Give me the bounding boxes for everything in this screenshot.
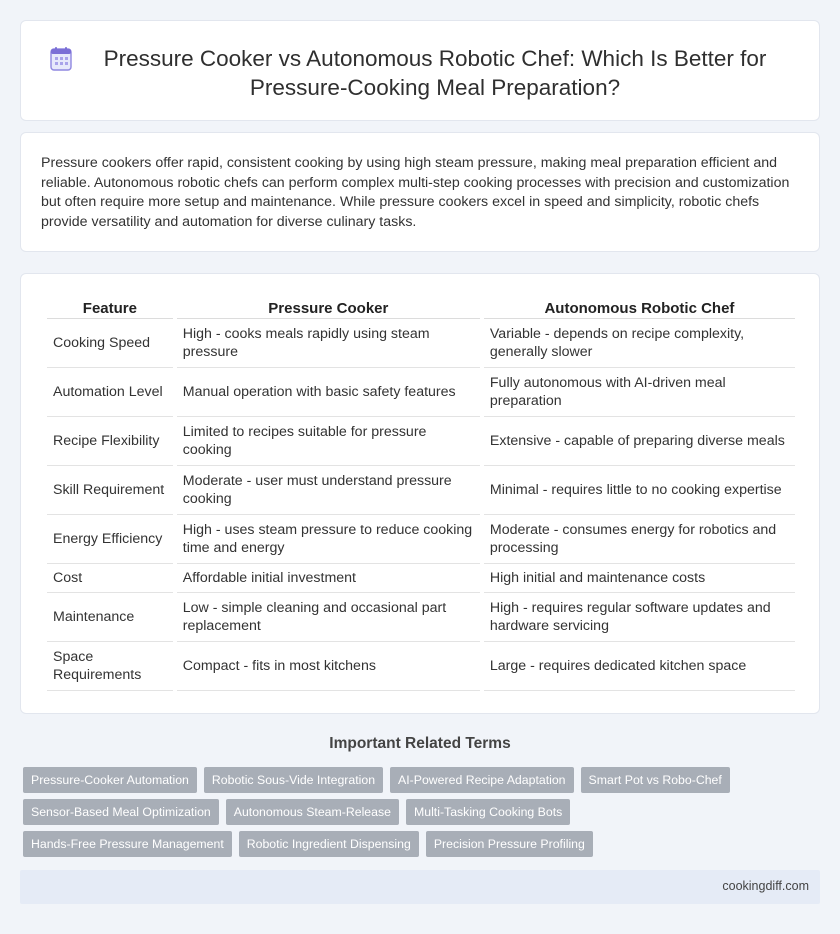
robotic-chef-cell: Variable - depends on recipe complexity, generally slower [484, 319, 795, 368]
related-term-tag[interactable]: Robotic Ingredient Dispensing [239, 831, 419, 857]
related-term-tag[interactable]: AI-Powered Recipe Adaptation [390, 767, 573, 793]
feature-cell: Automation Level [47, 368, 173, 417]
related-term-tag[interactable]: Pressure-Cooker Automation [23, 767, 197, 793]
table-row [47, 319, 795, 368]
table-row [47, 368, 795, 417]
robotic-chef-cell: Extensive - capable of preparing diverse meals [484, 417, 795, 466]
feature-cell: Cost [47, 564, 173, 593]
related-term-tag[interactable]: Multi-Tasking Cooking Bots [406, 799, 570, 825]
pressure-cooker-cell: Moderate - user must understand pressure cooking [177, 466, 480, 515]
robotic-chef-cell: Minimal - requires little to no cooking expertise [484, 466, 795, 515]
feature-cell: Skill Requirement [47, 466, 173, 515]
robotic-chef-cell: Moderate - consumes energy for robotics and processing [484, 515, 795, 564]
pressure-cooker-cell: Compact - fits in most kitchens [177, 642, 480, 691]
related-term-tag[interactable]: Robotic Sous-Vide Integration [204, 767, 383, 793]
footer-site-link[interactable]: cookingdiff.com [722, 879, 809, 893]
related-terms-title: Important Related Terms [329, 735, 511, 752]
intro-paragraph: Pressure cookers offer rapid, consistent cooking by using high steam pressure, making meal preparation efficient and reliable. Autonomous robotic chefs can perform complex multi-step cooking processes with precision and customization but often require more setup and maintenance. While pressure cookers excel in speed and simplicity, robotic chefs provide versatility and automation for diverse culinary tasks. [41, 155, 790, 230]
table-row [47, 593, 795, 642]
related-terms-list [23, 767, 783, 857]
feature-cell: Cooking Speed [47, 319, 173, 368]
feature-cell: Energy Efficiency [47, 515, 173, 564]
pressure-cooker-cell: Affordable initial investment [177, 564, 480, 593]
column-header-pressure-cooker: Pressure Cooker [177, 296, 480, 319]
table-row [47, 564, 795, 593]
table-row [47, 642, 795, 691]
robotic-chef-cell: Large - requires dedicated kitchen space [484, 642, 795, 691]
column-header-feature: Feature [47, 296, 173, 319]
comparison-card [20, 273, 820, 714]
intro-card [20, 132, 820, 252]
table-header-row [47, 296, 795, 319]
related-term-tag[interactable]: Hands-Free Pressure Management [23, 831, 232, 857]
related-term-tag[interactable]: Sensor-Based Meal Optimization [23, 799, 219, 825]
header-card [20, 20, 820, 121]
robotic-chef-cell: High - requires regular software updates and hardware servicing [484, 593, 795, 642]
related-term-tag[interactable]: Autonomous Steam-Release [226, 799, 399, 825]
related-term-tag[interactable]: Smart Pot vs Robo-Chef [581, 767, 730, 793]
comparison-table [43, 296, 799, 691]
related-term-tag[interactable]: Precision Pressure Profiling [426, 831, 593, 857]
footer [20, 870, 820, 904]
feature-cell: Maintenance [47, 593, 173, 642]
feature-cell: Recipe Flexibility [47, 417, 173, 466]
pressure-cooker-cell: Low - simple cleaning and occasional part replacement [177, 593, 480, 642]
pressure-cooker-cell: Manual operation with basic safety features [177, 368, 480, 417]
table-row [47, 417, 795, 466]
pressure-cooker-cell: Limited to recipes suitable for pressure cooking [177, 417, 480, 466]
table-row [47, 515, 795, 564]
robotic-chef-cell: Fully autonomous with AI-driven meal preparation [484, 368, 795, 417]
column-header-robotic-chef: Autonomous Robotic Chef [484, 296, 795, 319]
robotic-chef-cell: High initial and maintenance costs [484, 564, 795, 593]
page-title: Pressure Cooker vs Autonomous Robotic Chef: Which Is Better for Pressure-Cooking Meal Preparation? [103, 46, 767, 100]
pressure-cooker-cell: High - cooks meals rapidly using steam pressure [177, 319, 480, 368]
table-row [47, 466, 795, 515]
feature-cell: Space Requirements [47, 642, 173, 691]
pressure-cooker-cell: High - uses steam pressure to reduce cooking time and energy [177, 515, 480, 564]
